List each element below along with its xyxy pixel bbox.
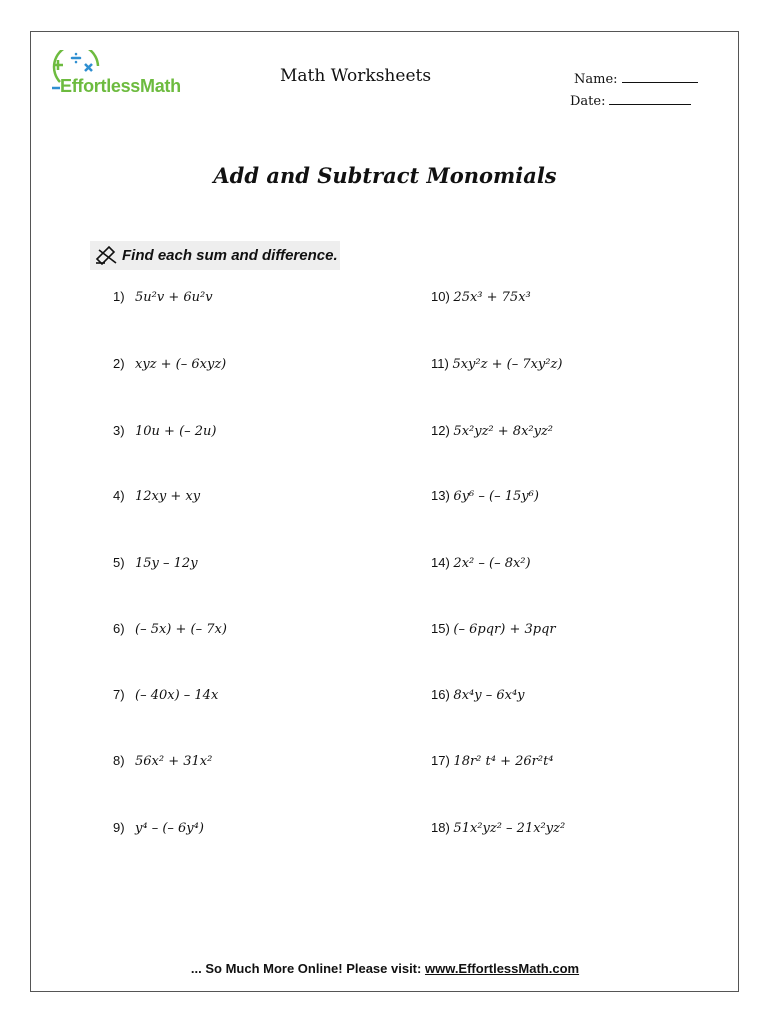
problem-number: 14) bbox=[431, 555, 450, 570]
problem-number: 8) bbox=[113, 753, 125, 768]
problem-number: 11) bbox=[431, 356, 449, 371]
problem-item bbox=[113, 555, 198, 571]
name-field bbox=[574, 72, 698, 87]
problem-expression: 12xy + xy bbox=[135, 489, 201, 504]
instruction-text: Find each sum and difference. bbox=[122, 247, 338, 264]
problem-expression: 5u²v + 6u²v bbox=[135, 290, 213, 305]
name-line[interactable] bbox=[622, 82, 698, 83]
problem-expression: 10u + (– 2u) bbox=[135, 424, 217, 439]
date-label: Date: bbox=[570, 94, 606, 109]
problem-number: 5) bbox=[113, 555, 125, 570]
problem-number: 12) bbox=[431, 423, 450, 438]
problem-expression: 5x²yz² + 8x²yz² bbox=[453, 424, 554, 439]
problem-item bbox=[113, 687, 218, 703]
problem-item bbox=[431, 621, 556, 637]
problem-number: 1) bbox=[113, 289, 125, 304]
problem-item bbox=[113, 753, 212, 769]
problem-item bbox=[113, 488, 200, 504]
problem-number: 18) bbox=[431, 820, 450, 835]
problem-expression: 56x² + 31x² bbox=[135, 754, 213, 769]
problem-expression: 5xy²z + (– 7xy²z) bbox=[452, 357, 563, 372]
problem-number: 4) bbox=[113, 488, 125, 503]
problem-expression: (– 6pqr) + 3pqr bbox=[453, 622, 556, 637]
problem-item bbox=[113, 820, 204, 836]
problem-number: 2) bbox=[113, 356, 125, 371]
problem-item bbox=[431, 356, 562, 372]
problem-item bbox=[431, 423, 553, 439]
problem-item bbox=[431, 820, 565, 836]
problem-item bbox=[113, 289, 213, 305]
problem-expression: xyz + (– 6xyz) bbox=[135, 357, 227, 372]
footer-text: ... So Much More Online! Please visit: bbox=[190, 961, 425, 976]
problem-item bbox=[431, 687, 525, 703]
problem-number: 10) bbox=[431, 289, 450, 304]
problem-expression: 18r² t⁴ + 26r²t⁴ bbox=[453, 754, 554, 769]
problem-item bbox=[431, 289, 531, 305]
problem-number: 9) bbox=[113, 820, 125, 835]
pencil-icon bbox=[94, 246, 120, 266]
problem-expression: 25x³ + 75x³ bbox=[453, 290, 531, 305]
problem-number: 15) bbox=[431, 621, 450, 636]
problem-item bbox=[113, 423, 217, 439]
footer-link[interactable]: www.EffortlessMath.com bbox=[424, 961, 580, 976]
header-title: Math Worksheets bbox=[280, 66, 432, 86]
problem-expression: 2x² – (– 8x²) bbox=[453, 556, 531, 571]
date-field bbox=[570, 94, 691, 109]
problem-expression: (– 40x) – 14x bbox=[135, 688, 219, 703]
problem-expression: (– 5x) + (– 7x) bbox=[135, 622, 227, 637]
problem-expression: 51x²yz² – 21x²yz² bbox=[453, 821, 566, 836]
problem-number: 6) bbox=[113, 621, 125, 636]
instruction-box bbox=[90, 241, 340, 270]
date-line[interactable] bbox=[609, 104, 691, 105]
problem-number: 7) bbox=[113, 687, 125, 702]
worksheet-title: Add and Subtract Monomials bbox=[213, 163, 557, 188]
problem-expression: 6y⁶ – (– 15y⁶) bbox=[453, 489, 539, 504]
problem-number: 3) bbox=[113, 423, 125, 438]
name-label: Name: bbox=[574, 72, 618, 87]
problem-expression: y⁴ – (– 6y⁴) bbox=[135, 821, 204, 836]
logo-text: EffortlessMath bbox=[60, 76, 181, 96]
problem-item bbox=[431, 488, 539, 504]
problem-item bbox=[431, 555, 531, 571]
problem-item bbox=[431, 753, 554, 769]
problem-number: 17) bbox=[431, 753, 450, 768]
problem-number: 16) bbox=[431, 687, 450, 702]
footer bbox=[0, 961, 770, 976]
problem-expression: 15y – 12y bbox=[135, 556, 198, 571]
problem-item bbox=[113, 356, 226, 372]
problem-number: 13) bbox=[431, 488, 450, 503]
problem-item bbox=[113, 621, 227, 637]
problem-expression: 8x⁴y – 6x⁴y bbox=[453, 688, 525, 703]
